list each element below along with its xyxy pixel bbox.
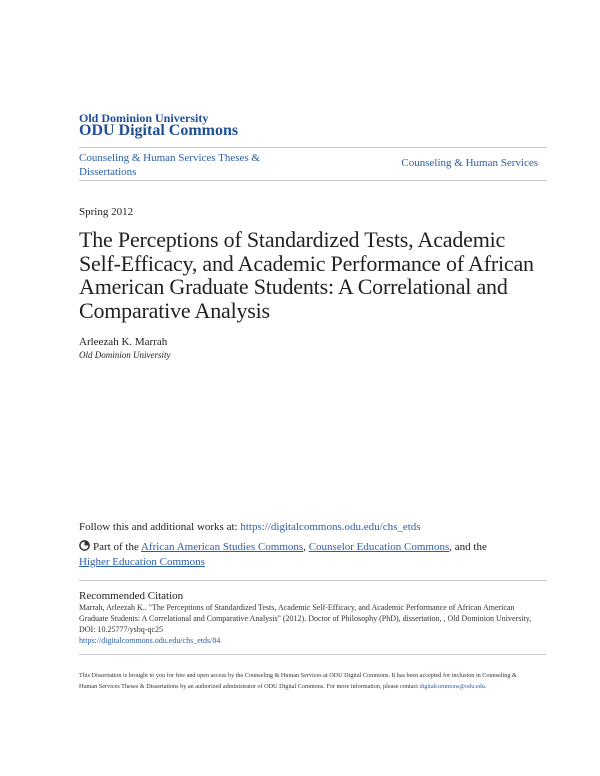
author-affiliation: Old Dominion University bbox=[79, 350, 171, 360]
contact-email-link[interactable]: digitalcommons@odu.edu bbox=[419, 682, 485, 690]
divider-top bbox=[79, 147, 546, 148]
divider-bottom bbox=[79, 180, 546, 181]
collection-link-department[interactable]: Counseling & Human Services bbox=[401, 157, 538, 169]
publication-date: Spring 2012 bbox=[79, 206, 134, 218]
repository-name[interactable]: ODU Digital Commons bbox=[79, 122, 239, 139]
document-title: The Perceptions of Standardized Tests, Academic Self-Efficacy, and Academic Performance of African American Graduate Students: A Correlational and Comparative Analysis bbox=[79, 227, 534, 323]
notice-end: . bbox=[484, 682, 487, 690]
citation-heading: Recommended Citation bbox=[79, 590, 184, 602]
citation-url-link[interactable]: https://digitalcommons.odu.edu/chs_etds/84 bbox=[79, 636, 221, 645]
divider-citation bbox=[79, 580, 546, 581]
part-of-line bbox=[79, 540, 539, 570]
open-access-icon bbox=[79, 540, 90, 551]
part-of-separator: , and the bbox=[449, 541, 487, 553]
university-name: Old Dominion University bbox=[79, 111, 209, 125]
notice-text: This Dissertation is brought to you for free and open access by the Counseling & Human Services at ODU Digital Commons. It has been accepted for inclusion in Counseling & Human Services Theses & Dissertations by an authorized administrator of ODU Digital Commons. For more information, please contact bbox=[79, 672, 517, 690]
citation-block bbox=[79, 602, 534, 646]
author-name: Arleezah K. Marrah bbox=[79, 336, 168, 348]
collection-link-theses[interactable]: Counseling & Human Services Theses & Dissertations bbox=[79, 152, 260, 178]
part-of-separator: , bbox=[303, 541, 309, 553]
follow-url-link[interactable]: https://digitalcommons.odu.edu/chs_etds bbox=[240, 521, 421, 533]
citation-text: Marrah, Arleezah K.. "The Perceptions of Standardized Tests, Academic Self-Efficacy, and Academic Performance of African American Graduate Students: A Correlational and Comparative Analysis" (2012). Doctor of Philosophy (PhD), dissertation, , Old Dominion University, DOI: 10.25777/ysbq-qc25 bbox=[79, 603, 532, 634]
commons-link-higher-education[interactable]: Higher Education Commons bbox=[79, 556, 205, 568]
commons-link-counselor-education[interactable]: Counselor Education Commons bbox=[308, 541, 450, 553]
commons-link-african-american-studies[interactable]: African American Studies Commons bbox=[140, 541, 304, 553]
follow-prefix: Follow this and additional works at: bbox=[79, 521, 241, 533]
divider-notice bbox=[79, 654, 546, 655]
access-notice bbox=[79, 671, 534, 692]
follow-line bbox=[79, 521, 421, 533]
part-of-prefix: Part of the bbox=[93, 541, 141, 553]
